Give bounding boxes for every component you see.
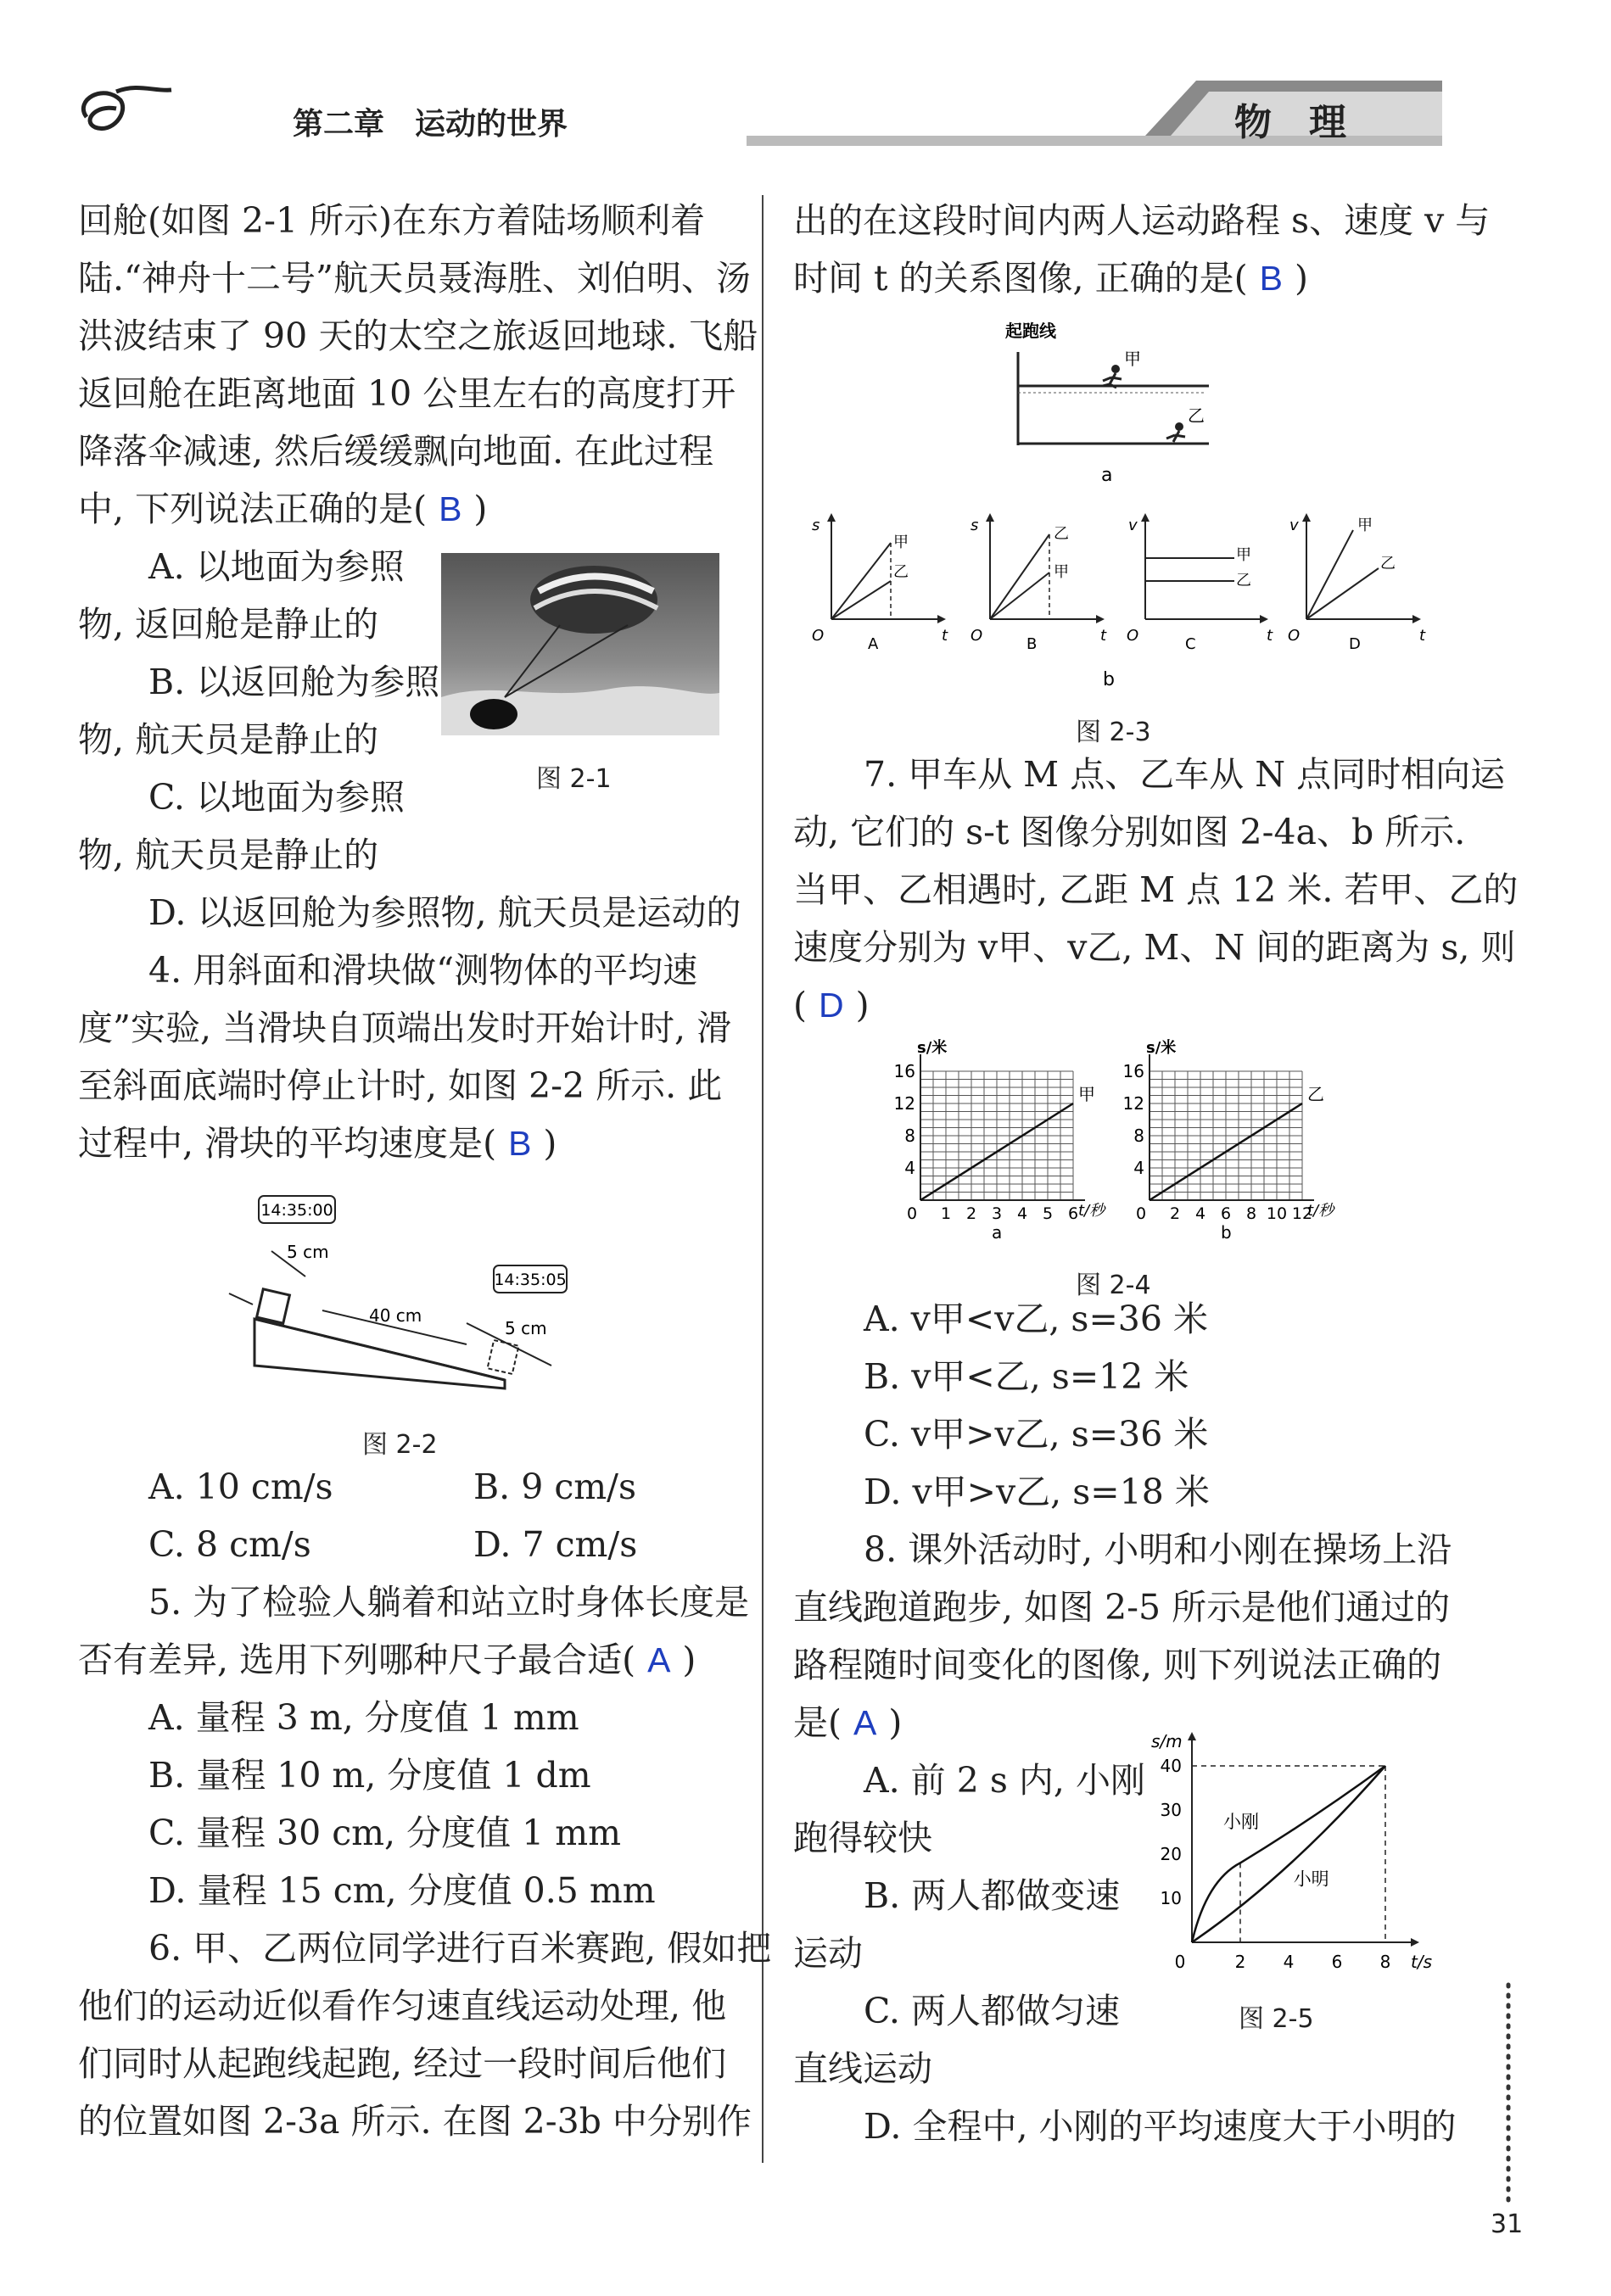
graph-C bbox=[1127, 513, 1273, 653]
svg-text:s: s bbox=[812, 517, 820, 534]
y-tick-label: 12 bbox=[1122, 1093, 1144, 1114]
svg-text:t: t bbox=[1267, 627, 1273, 645]
subfigure-label: a bbox=[992, 1222, 1003, 1243]
option-a-cont: 跑得较快 bbox=[793, 1818, 932, 1858]
text-line: 5. 为了检验人躺着和站立时身体长度是 bbox=[148, 1582, 750, 1623]
question-stem-end bbox=[78, 1636, 696, 1684]
svg-text:O: O bbox=[971, 627, 983, 645]
option-b-cont: 运动 bbox=[793, 1933, 863, 1974]
text-line: 6. 甲、乙两位同学进行百米赛跑, 假如把 bbox=[148, 1928, 772, 1969]
graph-B bbox=[971, 513, 1107, 653]
y-tick-label: 20 bbox=[1160, 1844, 1182, 1864]
question-stem-end bbox=[793, 1699, 902, 1746]
x-tick-label: 0 bbox=[1174, 1952, 1186, 1972]
x-tick-label: 6 bbox=[1331, 1952, 1343, 1972]
svg-text:O: O bbox=[1288, 627, 1301, 645]
svg-text:甲: 甲 bbox=[1236, 546, 1251, 564]
option-a-cont: 物, 返回舱是静止的 bbox=[78, 604, 379, 645]
answer-mark: B bbox=[508, 1124, 532, 1163]
question-stem-end bbox=[78, 1120, 557, 1167]
series-xiaoming bbox=[1192, 1766, 1385, 1942]
option-d: D. 7 cm/s bbox=[473, 1524, 638, 1565]
option-c: C. 8 cm/s bbox=[148, 1524, 311, 1565]
figure-caption: 图 2-4 bbox=[1076, 1271, 1151, 1300]
x-tick-label: 8 bbox=[1245, 1204, 1257, 1223]
text-line: 路程随时间变化的图像, 则下列说法正确的 bbox=[793, 1645, 1442, 1685]
answer-mark: D bbox=[819, 986, 844, 1025]
x-tick-label: 2 bbox=[1169, 1204, 1181, 1223]
question-stem-end: ( D ) bbox=[793, 985, 870, 1025]
option-c-cont: 物, 航天员是静止的 bbox=[78, 835, 379, 875]
text-line: 陆.“神舟十二号”航天员聂海胜、刘伯明、汤 bbox=[78, 258, 751, 299]
graph-label: B bbox=[1026, 635, 1038, 653]
x-tick-label: 5 bbox=[1042, 1204, 1054, 1223]
svg-text:乙: 乙 bbox=[1054, 525, 1069, 543]
x-tick-label: 6 bbox=[1220, 1204, 1232, 1223]
x-axis-label: t/秒 bbox=[1307, 1202, 1334, 1220]
bracket: ) bbox=[1294, 258, 1308, 299]
y-tick-label: 30 bbox=[1160, 1800, 1182, 1820]
y-tick-label: 4 bbox=[1133, 1158, 1144, 1178]
text-line: 至斜面底端时停止计时, 如图 2-2 所示. 此 bbox=[78, 1065, 723, 1106]
answer-mark: A bbox=[853, 1703, 877, 1742]
figure-caption: 图 2-1 bbox=[536, 764, 612, 794]
incline-figure bbox=[212, 1192, 577, 1412]
length-label: 40 cm bbox=[369, 1305, 422, 1326]
text-line: 4. 用斜面和滑块做“测物体的平均速 bbox=[148, 950, 698, 991]
x-tick-label: 3 bbox=[991, 1204, 1003, 1223]
series-label: 小明 bbox=[1293, 1869, 1329, 1890]
bracket: ) bbox=[888, 1702, 903, 1743]
x-axis-label: t/s bbox=[1411, 1952, 1432, 1972]
length-label: 5 cm bbox=[287, 1242, 329, 1262]
x-axis-arrow bbox=[1411, 1938, 1419, 1947]
track-figure bbox=[993, 318, 1239, 488]
graph-label: C bbox=[1185, 635, 1196, 653]
svg-text:乙: 乙 bbox=[1236, 572, 1251, 589]
x-tick-label: 8 bbox=[1379, 1952, 1391, 1972]
subject-title: 物 理 bbox=[1234, 101, 1346, 144]
choice-graphs bbox=[802, 500, 1438, 696]
option-a: A. 以地面为参照 bbox=[148, 546, 405, 587]
x-tick-label: 12 bbox=[1291, 1204, 1313, 1223]
option-b-cont: 物, 航天员是静止的 bbox=[78, 719, 379, 760]
series-label: 小刚 bbox=[1223, 1811, 1260, 1832]
graph-2-4b bbox=[1123, 1038, 1337, 1243]
svg-text:t: t bbox=[1100, 627, 1107, 645]
y-tick-label: 12 bbox=[893, 1093, 915, 1114]
text-line: 当甲、乙相遇时, 乙距 M 点 12 米. 若甲、乙的 bbox=[793, 869, 1519, 910]
option-c: C. 两人都做匀速 bbox=[864, 1991, 1120, 2031]
svg-text:s: s bbox=[971, 517, 979, 534]
y-tick-label: 10 bbox=[1160, 1888, 1182, 1908]
question-stem-end bbox=[78, 485, 487, 533]
option-c: C. 以地面为参照 bbox=[148, 777, 405, 818]
text-line: 8. 课外活动时, 小明和小刚在操场上沿 bbox=[864, 1529, 1452, 1570]
page-number: 31 bbox=[1491, 2209, 1524, 2239]
answer-mark: A bbox=[647, 1640, 671, 1679]
text-line: 是( bbox=[793, 1702, 842, 1743]
graph-2-5 bbox=[1120, 1709, 1432, 1980]
option-a: A. 量程 3 m, 分度值 1 mm bbox=[148, 1697, 579, 1738]
x-axis-label: t/秒 bbox=[1078, 1202, 1105, 1220]
y-axis-arrow bbox=[1188, 1732, 1196, 1740]
answer-mark: B bbox=[439, 489, 462, 528]
bracket: ) bbox=[543, 1123, 557, 1164]
text-line: 降落伞减速, 然后缓缓飘向地面. 在此过程 bbox=[78, 431, 714, 472]
subfigure-label: a bbox=[1101, 465, 1113, 486]
figure-caption: 图 2-5 bbox=[1239, 2004, 1314, 2034]
y-tick-label: 40 bbox=[1160, 1756, 1182, 1776]
y-axis-label: s/米 bbox=[917, 1039, 948, 1057]
x-tick-label: 2 bbox=[965, 1204, 977, 1223]
y-axis-label: s/米 bbox=[1146, 1039, 1177, 1057]
text-line: 洪波结束了 90 天的太空之旅返回地球. 飞船 bbox=[78, 316, 758, 356]
parachute-photo bbox=[441, 553, 719, 735]
x-tick-label: 4 bbox=[1016, 1204, 1028, 1223]
figure-caption: 图 2-2 bbox=[362, 1430, 438, 1460]
text-line: 们同时从起跑线起跑, 经过一段时间后他们 bbox=[78, 2043, 727, 2084]
option-c: C. 量程 30 cm, 分度值 1 mm bbox=[148, 1813, 622, 1853]
svg-text:乙: 乙 bbox=[1380, 555, 1396, 573]
svg-text:甲: 甲 bbox=[1054, 563, 1069, 581]
option-c: C. v甲>v乙, s=36 米 bbox=[864, 1414, 1209, 1455]
option-d: D. 全程中, 小刚的平均速度大于小明的 bbox=[864, 2106, 1457, 2147]
option-d: D. 以返回舱为参照物, 航天员是运动的 bbox=[148, 892, 741, 933]
option-b: B. 两人都做变速 bbox=[864, 1875, 1121, 1916]
option-a: A. 10 cm/s bbox=[148, 1466, 333, 1507]
y-tick-label: 8 bbox=[1133, 1126, 1144, 1146]
option-d: D. v甲>v乙, s=18 米 bbox=[864, 1472, 1210, 1512]
text-line: 他们的运动近似看作匀速直线运动处理, 他 bbox=[78, 1986, 727, 2026]
bracket: ) bbox=[855, 985, 870, 1025]
y-axis-label: s/m bbox=[1151, 1731, 1183, 1751]
x-tick-label: 0 bbox=[1135, 1204, 1147, 1223]
start-line-label: 起跑线 bbox=[1005, 321, 1056, 341]
text-line: 度”实验, 当滑块自顶端出发时开始计时, 滑 bbox=[78, 1008, 732, 1048]
runner-yi-label: 乙 bbox=[1188, 405, 1205, 426]
series-label: 乙 bbox=[1307, 1084, 1324, 1104]
option-a: A. v甲<v乙, s=36 米 bbox=[864, 1299, 1209, 1339]
x-tick-label: 0 bbox=[906, 1204, 918, 1223]
svg-text:v: v bbox=[1289, 517, 1299, 534]
graph-label: A bbox=[868, 635, 879, 653]
option-c-cont: 直线运动 bbox=[793, 2048, 932, 2089]
chapter-title: 第二章 运动的世界 bbox=[293, 107, 568, 142]
svg-text:甲: 甲 bbox=[1357, 517, 1373, 534]
y-tick-label: 16 bbox=[1122, 1061, 1144, 1081]
option-b: B. 量程 10 m, 分度值 1 dm bbox=[148, 1755, 591, 1796]
text-line: 过程中, 滑块的平均速度是( bbox=[78, 1123, 497, 1164]
chapter-logo-icon bbox=[70, 75, 180, 142]
graph-label: D bbox=[1349, 635, 1361, 653]
y-tick-label: 8 bbox=[904, 1126, 915, 1146]
option-b: B. 9 cm/s bbox=[473, 1466, 637, 1507]
column-divider bbox=[762, 195, 764, 2163]
svg-text:O: O bbox=[1127, 627, 1139, 645]
text-line: 7. 甲车从 M 点、乙车从 N 点同时相向运 bbox=[864, 754, 1506, 795]
page-ornament bbox=[1500, 1985, 1517, 2205]
text-line: 时间 t 的关系图像, 正确的是( bbox=[793, 258, 1248, 299]
option-a: A. 前 2 s 内, 小刚 bbox=[864, 1760, 1145, 1801]
x-tick-label: 2 bbox=[1234, 1952, 1246, 1972]
text-line: 中, 下列说法正确的是( bbox=[78, 489, 428, 529]
option-b: B. v甲<乙, s=12 米 bbox=[864, 1356, 1189, 1397]
svg-text:v: v bbox=[1128, 517, 1138, 534]
graph-D bbox=[1288, 513, 1426, 653]
text-line: 出的在这段时间内两人运动路程 s、速度 v 与 bbox=[793, 200, 1491, 241]
text-line: 直线跑道跑步, 如图 2-5 所示是他们通过的 bbox=[793, 1587, 1451, 1628]
y-tick-label: 4 bbox=[904, 1158, 915, 1178]
text-line: 返回舱在距离地面 10 公里左右的高度打开 bbox=[78, 373, 736, 414]
text-line: 动, 它们的 s-t 图像分别如图 2-4a、b 所示. bbox=[793, 812, 1466, 852]
st-graphs bbox=[887, 1039, 1362, 1251]
clock-start: 14:35:00 bbox=[260, 1201, 333, 1220]
y-tick-label: 16 bbox=[893, 1061, 915, 1081]
subfigure-label: b bbox=[1103, 669, 1115, 690]
series-label: 甲 bbox=[1078, 1084, 1095, 1104]
svg-text:O: O bbox=[812, 627, 825, 645]
x-tick-label: 10 bbox=[1266, 1204, 1288, 1223]
svg-text:甲: 甲 bbox=[893, 533, 909, 551]
x-tick-label: 4 bbox=[1283, 1952, 1295, 1972]
subfigure-label: b bbox=[1221, 1222, 1232, 1243]
clock-end: 14:35:05 bbox=[494, 1271, 567, 1289]
text-line: 回舱(如图 2-1 所示)在东方着陆场顺利着 bbox=[78, 200, 706, 241]
runner-jia-label: 甲 bbox=[1124, 349, 1141, 369]
svg-text:t: t bbox=[1419, 627, 1426, 645]
length-label: 5 cm bbox=[505, 1318, 547, 1338]
x-tick-label: 6 bbox=[1067, 1204, 1079, 1223]
figure-caption: 图 2-3 bbox=[1076, 718, 1151, 747]
text-line: 速度分别为 v甲、v乙, M、N 间的距离为 s, 则 bbox=[793, 927, 1516, 968]
graph-A bbox=[812, 513, 948, 653]
option-d: D. 量程 15 cm, 分度值 0.5 mm bbox=[148, 1870, 656, 1911]
option-b: B. 以返回舱为参照 bbox=[148, 662, 440, 702]
answer-mark: B bbox=[1259, 259, 1283, 298]
question-stem-end bbox=[793, 254, 1308, 302]
series-xiaogang bbox=[1192, 1766, 1385, 1942]
svg-text:t: t bbox=[942, 627, 948, 645]
svg-text:乙: 乙 bbox=[893, 563, 909, 581]
x-tick-label: 1 bbox=[940, 1204, 952, 1223]
bracket: ) bbox=[473, 489, 488, 529]
x-tick-label: 4 bbox=[1194, 1204, 1206, 1223]
graph-2-4a bbox=[894, 1038, 1108, 1243]
bracket: ) bbox=[682, 1640, 696, 1680]
text-line: 的位置如图 2-3a 所示. 在图 2-3b 中分别作 bbox=[78, 2101, 752, 2142]
text-line: 否有差异, 选用下列哪种尺子最合适( bbox=[78, 1640, 636, 1680]
